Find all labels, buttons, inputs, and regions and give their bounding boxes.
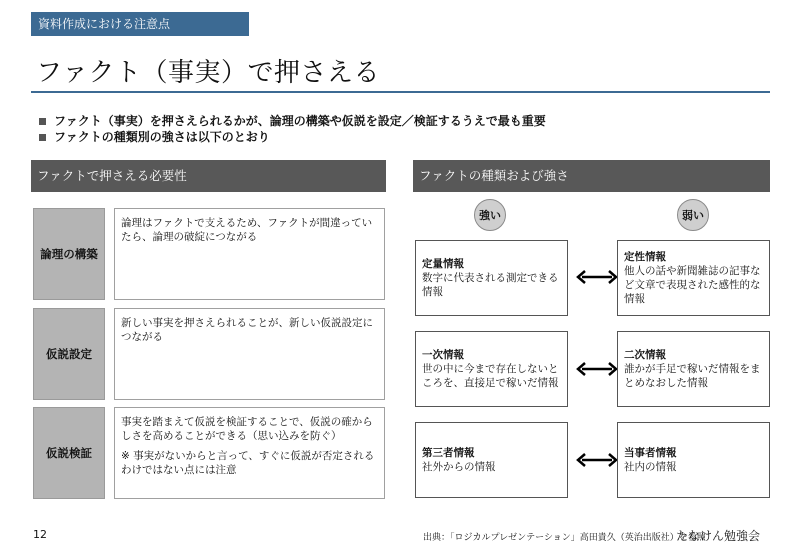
bullet-item: ファクト（事実）を押さえられるかが、論理の構築や仮説を設定／検証するうえで最も重要: [39, 113, 546, 129]
bullet-square-icon: [39, 118, 46, 125]
double-arrow-icon: [576, 362, 618, 376]
row-desc-hypothesis-verification: 事実を踏まえて仮説を検証することで、仮説の確からしさを高めることができる（思い込みを防ぐ） ※ 事実がないからと言って、すぐに仮説が否定されるわけではない点には注意: [114, 407, 385, 499]
right-section-heading: ファクトの種類および強さ: [413, 160, 770, 192]
fact-card-secondary: 二次情報 誰かが手足で稼いだ情報をまとめなおした情報: [617, 331, 770, 407]
fact-card-third-party: 第三者情報 社外からの情報: [415, 422, 568, 498]
row-desc-hypothesis-setting: 新しい事実を押さえられることが、新しい仮説設定につながる: [114, 308, 385, 400]
bullet-square-icon: [39, 134, 46, 141]
double-arrow-icon: [576, 453, 618, 467]
fact-card-primary: 一次情報 世の中に今まで存在しないところを、直接足で稼いだ情報: [415, 331, 568, 407]
bullet-item: ファクトの種類別の強さは以下のとおり: [39, 129, 546, 145]
title-divider: [31, 91, 770, 93]
row-label-logic: 論理の構築: [33, 208, 105, 300]
row-desc-logic: 論理はファクトで支えるため、ファクトが間違っていたら、論理の破綻につながる: [114, 208, 385, 300]
weak-badge: 弱い: [677, 199, 709, 231]
page-title: ファクト（事実）で押さえる: [36, 58, 380, 88]
fact-card-qualitative: 定性情報 他人の話や新聞雑誌の記事など文章で表現された感性的な情報: [617, 240, 770, 316]
fact-card-insider: 当事者情報 社内の情報: [617, 422, 770, 498]
strong-badge: 強い: [474, 199, 506, 231]
left-section-heading: ファクトで押さえる必要性: [31, 160, 386, 192]
row-label-hypothesis-verification: 仮説検証: [33, 407, 105, 499]
source-citation: 出典：「ロジカルプレゼンテーション」高田貴久（英治出版社）を参照: [423, 533, 706, 543]
section-tag: 資料作成における注意点: [31, 12, 249, 36]
fact-card-quantitative: 定量情報 数字に代表される測定できる情報: [415, 240, 568, 316]
double-arrow-icon: [576, 270, 618, 284]
summary-bullets: [39, 113, 546, 145]
page-number: 12: [33, 528, 47, 541]
brand-name: たなけん勉強会: [676, 529, 761, 543]
row-label-hypothesis-setting: 仮説設定: [33, 308, 105, 400]
